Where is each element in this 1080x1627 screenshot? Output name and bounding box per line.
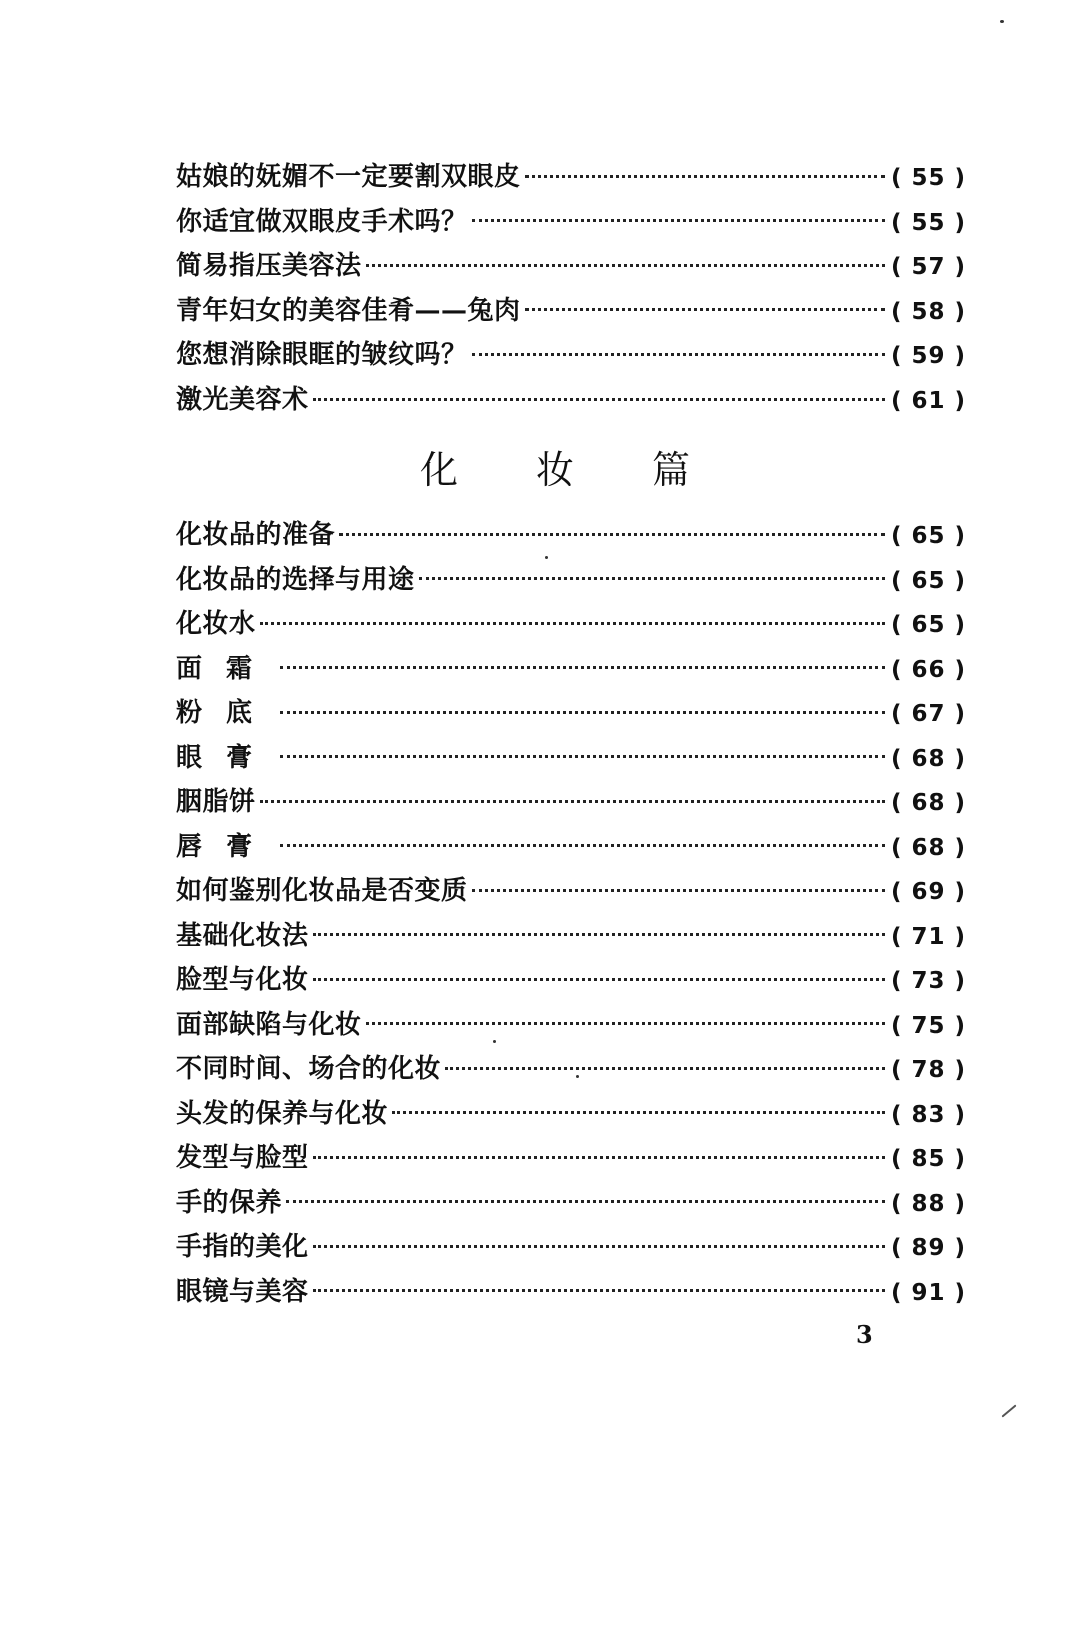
scan-speck xyxy=(576,1075,579,1078)
toc-entry xyxy=(176,1047,966,1092)
dot-leader xyxy=(525,175,885,178)
toc-entry xyxy=(176,914,966,959)
toc-entry xyxy=(176,780,966,825)
dot-leader xyxy=(472,219,885,222)
dot-leader xyxy=(313,398,885,401)
toc-entry-page: ( 71 ) xyxy=(890,923,966,950)
toc-entry-page: ( 68 ) xyxy=(890,745,966,772)
dot-leader xyxy=(280,755,885,758)
toc-entry-page: ( 65 ) xyxy=(890,567,966,594)
dot-leader xyxy=(313,978,885,981)
toc-entry-title: 激光美容术 xyxy=(176,384,309,415)
toc-entry xyxy=(176,1181,966,1226)
toc-entry-page: ( 65 ) xyxy=(890,612,966,638)
toc-list-top xyxy=(176,155,966,423)
toc-entry xyxy=(176,1003,966,1048)
toc-entry-title: 头发的保养与化妆 xyxy=(176,1098,389,1129)
toc-entry-page: ( 73 ) xyxy=(890,968,966,994)
scan-speck xyxy=(493,1040,496,1043)
toc-entry-page: ( 68 ) xyxy=(890,834,966,861)
dot-leader xyxy=(419,577,885,580)
toc-entry-title: 唇膏 xyxy=(176,831,277,862)
toc-entry-page: ( 89 ) xyxy=(890,1235,966,1261)
toc-entry-title: 姑娘的妩媚不一定要割双眼皮 xyxy=(176,162,521,192)
dot-leader xyxy=(392,1111,885,1114)
dot-leader xyxy=(445,1067,885,1070)
toc-entry-page: ( 68 ) xyxy=(890,790,966,816)
toc-entry-page: ( 88 ) xyxy=(890,1190,966,1217)
toc-entry-title: 如何鉴别化妆品是否变质 xyxy=(176,876,468,906)
toc-entry-title: 眼镜与美容 xyxy=(176,1276,309,1307)
page-number: 3 xyxy=(856,1320,873,1349)
toc-entry-page: ( 61 ) xyxy=(890,387,966,414)
dot-leader xyxy=(280,711,885,714)
toc-entry xyxy=(176,200,966,245)
toc-entry xyxy=(176,244,966,289)
dot-leader xyxy=(525,308,885,311)
toc-entry xyxy=(176,1270,966,1315)
toc-entry-title: 脸型与化妆 xyxy=(176,965,309,995)
toc-entry-title: 手的保养 xyxy=(176,1187,283,1218)
dot-leader xyxy=(313,1289,885,1292)
toc-entry-title: 粉底 xyxy=(176,698,277,728)
toc-entry xyxy=(176,1225,966,1270)
toc-entry-title: 手指的美化 xyxy=(176,1232,309,1262)
toc-entry xyxy=(176,825,966,870)
dot-leader xyxy=(313,1245,885,1248)
dot-leader xyxy=(313,1156,885,1159)
dot-leader xyxy=(366,1022,885,1025)
toc-entry-title: 面部缺陷与化妆 xyxy=(176,1009,362,1040)
toc-entry-title: 不同时间、场合的化妆 xyxy=(176,1054,442,1084)
toc-entry-page: ( 69 ) xyxy=(890,879,966,905)
dot-leader xyxy=(313,933,885,936)
dot-leader xyxy=(286,1200,885,1203)
toc-entry xyxy=(176,602,966,647)
toc-entry-title: 基础化妆法 xyxy=(176,920,309,951)
toc-entry xyxy=(176,1136,966,1181)
toc-entry-page: ( 55 ) xyxy=(890,165,966,191)
dot-leader xyxy=(472,889,885,892)
toc-entry-title: 青年妇女的美容佳肴——兔肉 xyxy=(176,295,521,326)
toc-entry xyxy=(176,155,966,200)
toc-entry xyxy=(176,289,966,334)
toc-entry-page: ( 83 ) xyxy=(890,1101,966,1128)
toc-entry-title: 眼膏 xyxy=(176,742,277,773)
toc-entry xyxy=(176,736,966,781)
toc-entry-title: 面霜 xyxy=(176,653,277,684)
toc-entry-page: ( 78 ) xyxy=(890,1057,966,1083)
toc-entry xyxy=(176,378,966,423)
scan-speck xyxy=(1000,20,1004,23)
dot-leader xyxy=(366,264,885,267)
toc-entry-page: ( 85 ) xyxy=(890,1146,966,1172)
toc-entry-title: 您想消除眼眶的皱纹吗？ xyxy=(176,340,468,371)
toc-entry-title: 化妆品的选择与用途 xyxy=(176,564,415,595)
dot-leader xyxy=(260,622,885,625)
toc-entry-page: ( 57 ) xyxy=(890,254,966,281)
toc-entry-page: ( 58 ) xyxy=(890,298,966,325)
toc-entry xyxy=(176,558,966,603)
toc-entry xyxy=(176,513,966,558)
toc-entry-title: 你适宜做双眼皮手术吗？ xyxy=(176,206,468,237)
dot-leader xyxy=(472,353,885,356)
toc-entry-page: ( 91 ) xyxy=(890,1279,966,1306)
toc-entry-page: ( 65 ) xyxy=(890,523,966,549)
toc-entry-title: 简易指压美容法 xyxy=(176,251,362,282)
section-heading: 化妆篇 xyxy=(420,448,769,492)
toc-entry-title: 发型与脸型 xyxy=(176,1143,309,1173)
scan-speck xyxy=(1001,1404,1016,1417)
dot-leader xyxy=(280,666,885,669)
toc-entry-title: 化妆水 xyxy=(176,609,256,639)
toc-entry xyxy=(176,1092,966,1137)
toc-entry-page: ( 75 ) xyxy=(890,1012,966,1039)
dot-leader xyxy=(339,533,885,536)
dot-leader xyxy=(260,800,885,803)
toc-entry xyxy=(176,647,966,692)
toc-entry-page: ( 66 ) xyxy=(890,656,966,683)
toc-entry-title: 化妆品的准备 xyxy=(176,520,336,550)
toc-entry xyxy=(176,869,966,914)
toc-entry-title: 胭脂饼 xyxy=(176,787,256,817)
scan-speck xyxy=(545,556,548,559)
toc-entry xyxy=(176,333,966,378)
dot-leader xyxy=(280,844,885,847)
toc-entry-page: ( 59 ) xyxy=(890,343,966,370)
toc-entry-page: ( 55 ) xyxy=(890,209,966,236)
toc-entry xyxy=(176,958,966,1003)
toc-entry xyxy=(176,691,966,736)
toc-list-bottom xyxy=(176,513,966,1314)
toc-entry-page: ( 67 ) xyxy=(890,701,966,727)
